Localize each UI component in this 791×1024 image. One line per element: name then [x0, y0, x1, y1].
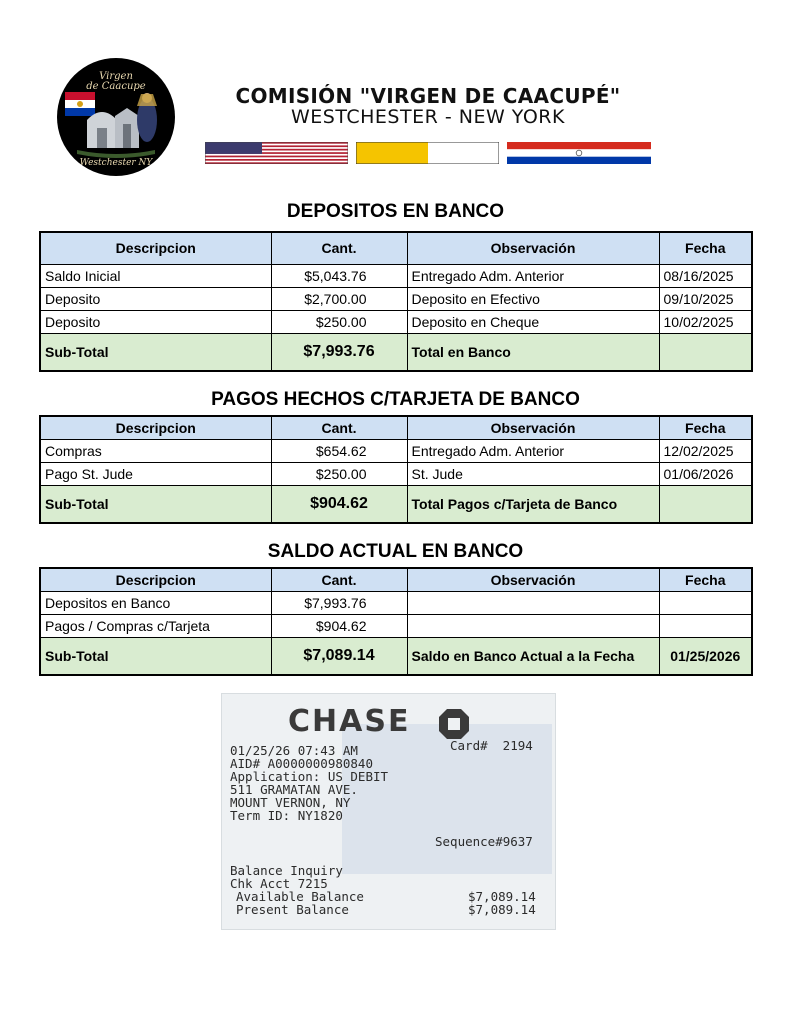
paraguay-flag: [507, 142, 651, 164]
receipt-present-label: Present Balance: [236, 902, 349, 917]
table-row: [40, 310, 752, 333]
cell-observacion: Entregado Adm. Anterior: [407, 264, 659, 287]
subtotal-fecha: [659, 333, 752, 371]
receipt-address1: 511 GRAMATAN AVE.: [230, 782, 358, 797]
table-row: [40, 591, 752, 614]
col-header-descripcion: Descripcion: [40, 232, 271, 264]
cell-cant: $5,043.76: [271, 264, 407, 287]
col-header-observacion: Observación: [407, 232, 659, 264]
receipt-inquiry: Balance Inquiry: [230, 863, 343, 878]
chase-octagon-icon: [437, 707, 471, 741]
cell-fecha: [659, 614, 752, 637]
receipt-brand: CHASE: [288, 704, 411, 739]
receipt-available-label: Available Balance: [236, 889, 364, 904]
receipt-card: Card# 2194: [450, 738, 533, 753]
cell-descripcion: Compras: [40, 439, 271, 462]
table-header-row: [40, 416, 752, 439]
table-header-row: [40, 568, 752, 591]
cell-fecha: 09/10/2025: [659, 287, 752, 310]
cell-descripcion: Saldo Inicial: [40, 264, 271, 287]
col-header-descripcion: Descripcion: [40, 416, 271, 439]
cell-fecha: 01/06/2026: [659, 462, 752, 485]
subtotal-row: [40, 333, 752, 371]
table-row: [40, 264, 752, 287]
pagos-table: [39, 415, 753, 524]
cell-descripcion: Pago St. Jude: [40, 462, 271, 485]
cell-observacion: Deposito en Efectivo: [407, 287, 659, 310]
col-header-fecha: Fecha: [659, 568, 752, 591]
subtotal-amount: $904.62: [271, 485, 407, 523]
cell-descripcion: Pagos / Compras c/Tarjeta: [40, 614, 271, 637]
cell-observacion: Entregado Adm. Anterior: [407, 439, 659, 462]
col-header-cant: Cant.: [271, 416, 407, 439]
cell-fecha: 12/02/2025: [659, 439, 752, 462]
cell-fecha: 08/16/2025: [659, 264, 752, 287]
logo-title: [57, 72, 175, 92]
receipt-account: Chk Acct 7215: [230, 876, 328, 891]
subtotal-observacion: Saldo en Banco Actual a la Fecha: [407, 637, 659, 675]
col-header-observacion: Observación: [407, 568, 659, 591]
cell-cant: $904.62: [271, 614, 407, 637]
cell-cant: $2,700.00: [271, 287, 407, 310]
subtotal-fecha: 01/25/2026: [659, 637, 752, 675]
subtotal-fecha: [659, 485, 752, 523]
logo-title-line1: Virgen: [99, 71, 133, 82]
cell-observacion: St. Jude: [407, 462, 659, 485]
receipt-available-value: $7,089.14: [468, 889, 536, 904]
table-row: [40, 462, 752, 485]
cell-cant: $250.00: [271, 462, 407, 485]
cell-cant: $250.00: [271, 310, 407, 333]
subtotal-row: [40, 637, 752, 675]
subtotal-label: Sub-Total: [40, 485, 271, 523]
depositos-title: DEPOSITOS EN BANCO: [286, 201, 505, 222]
cell-observacion: [407, 591, 659, 614]
cell-observacion: [407, 614, 659, 637]
table-row: [40, 439, 752, 462]
receipt-address2: MOUNT VERNON, NY: [230, 795, 351, 810]
saldo-table: [39, 567, 753, 676]
cell-cant: $654.62: [271, 439, 407, 462]
cell-descripcion: Deposito: [40, 287, 271, 310]
table-row: [40, 614, 752, 637]
col-header-descripcion: Descripcion: [40, 568, 271, 591]
subtotal-amount: $7,089.14: [271, 637, 407, 675]
subtotal-row: [40, 485, 752, 523]
cell-fecha: [659, 591, 752, 614]
cell-descripcion: Depositos en Banco: [40, 591, 271, 614]
bank-receipt-photo: [221, 693, 556, 930]
table-header-row: [40, 232, 752, 264]
cell-cant: $7,993.76: [271, 591, 407, 614]
cell-fecha: 10/02/2025: [659, 310, 752, 333]
receipt-application: Application: US DEBIT: [230, 769, 389, 784]
pagos-title: PAGOS HECHOS C/TARJETA DE BANCO: [211, 389, 580, 410]
table-row: [40, 287, 752, 310]
col-header-cant: Cant.: [271, 232, 407, 264]
cell-observacion: Deposito en Cheque: [407, 310, 659, 333]
subtotal-observacion: Total Pagos c/Tarjeta de Banco: [407, 485, 659, 523]
col-header-fecha: Fecha: [659, 416, 752, 439]
col-header-fecha: Fecha: [659, 232, 752, 264]
subtotal-label: Sub-Total: [40, 637, 271, 675]
col-header-observacion: Observación: [407, 416, 659, 439]
subtotal-label: Sub-Total: [40, 333, 271, 371]
logo-bottom-text: Westchester NY: [79, 158, 153, 168]
receipt-term: Term ID: NY1820: [230, 808, 343, 823]
receipt-datetime: 01/25/26 07:43 AM: [230, 743, 358, 758]
depositos-table: [39, 231, 753, 372]
receipt-sequence: Sequence#9637: [435, 834, 533, 849]
page-title: COMISIÓN "VIRGEN DE CAACUPÉ": [235, 84, 621, 108]
logo-title-line2: de Caacupe: [86, 81, 146, 92]
commission-logo: [57, 58, 175, 176]
saldo-title: SALDO ACTUAL EN BANCO: [267, 541, 524, 562]
receipt-present-value: $7,089.14: [468, 902, 536, 917]
page-subtitle: WESTCHESTER - NEW YORK: [291, 106, 565, 128]
us-flag: [205, 142, 348, 164]
col-header-cant: Cant.: [271, 568, 407, 591]
vatican-flag: [356, 142, 499, 164]
receipt-aid: AID# A0000000980840: [230, 756, 373, 771]
cell-descripcion: Deposito: [40, 310, 271, 333]
subtotal-amount: $7,993.76: [271, 333, 407, 371]
subtotal-observacion: Total en Banco: [407, 333, 659, 371]
